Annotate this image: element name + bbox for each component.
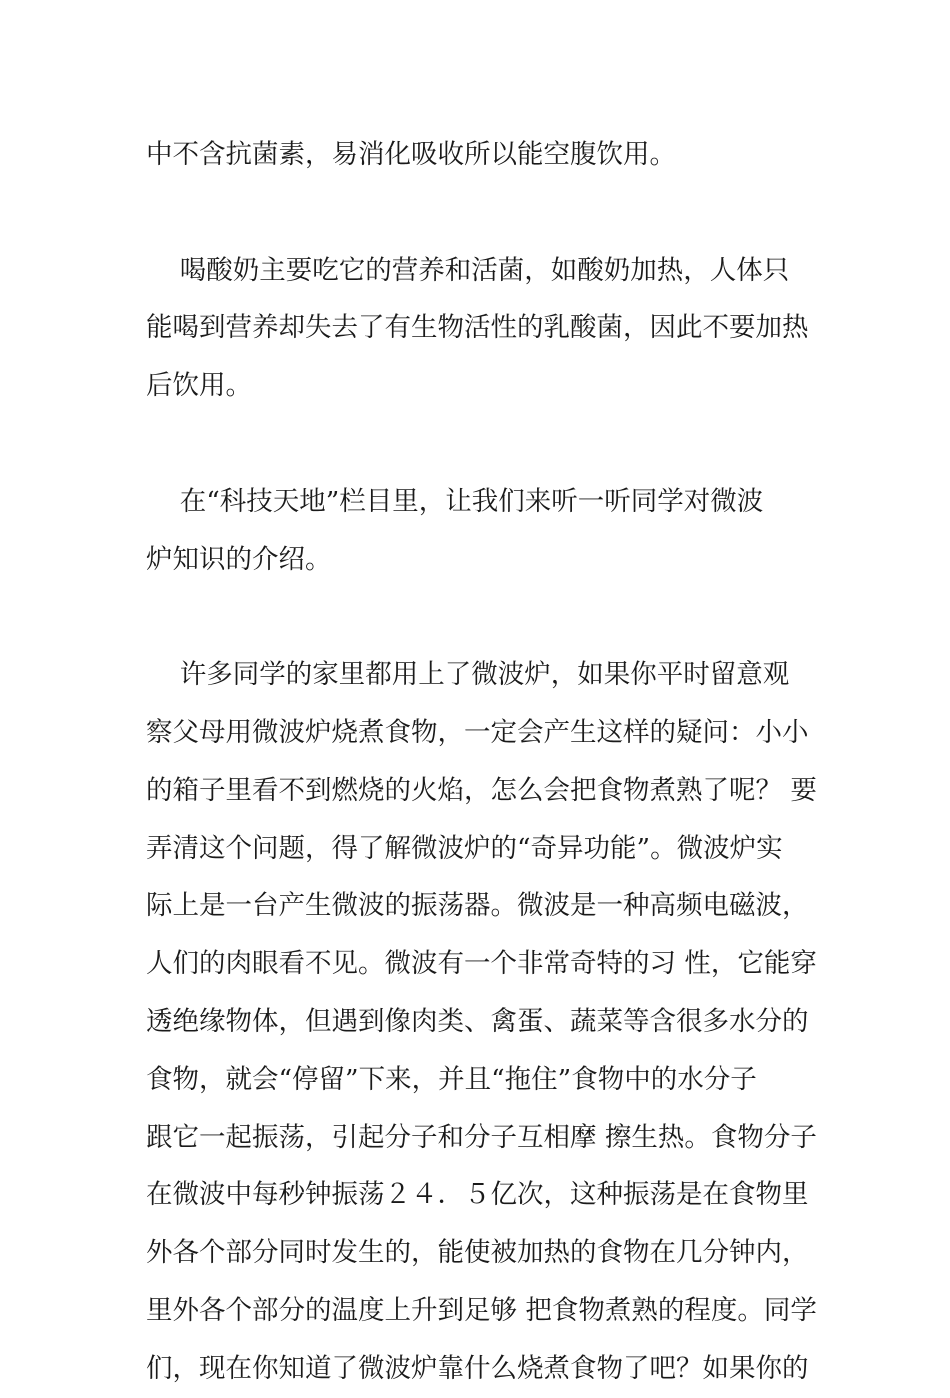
text-line: 的箱子里看不到燃烧的火焰，怎么会把食物煮熟了呢？ 要 — [146, 774, 817, 806]
blank-line — [146, 415, 826, 473]
text-line: 际上是一台产生微波的振荡器。微波是一种高频电磁波， — [146, 890, 809, 922]
blank-line — [146, 184, 826, 242]
text-line: 在“科技天地”栏目里，让我们来听一听同学对微波 — [146, 485, 764, 517]
text-line: 许多同学的家里都用上了微波炉，如果你平时留意观 — [146, 659, 790, 691]
text-line: 在微波中每秒钟振荡２４．５亿次，这种振荡是在食物里 — [146, 1179, 809, 1211]
text-line: 外各个部分同时发生的，能使被加热的食物在几分钟内， — [146, 1237, 809, 1269]
text-line: 人们的肉眼看不见。微波有一个非常奇特的习 性，它能穿 — [146, 948, 817, 980]
text-line: 们，现在你知道了微波炉靠什么烧煮食物了吧？如果你的 — [146, 1352, 809, 1384]
text-line: 后饮用。 — [146, 370, 252, 402]
text-line: 喝酸奶主要吃它的营养和活菌，如酸奶加热，人体只 — [146, 254, 790, 286]
text-line: 透绝缘物体，但遇到像肉类、禽蛋、蔬菜等含很多水分的 — [146, 1005, 809, 1037]
text-line: 中不含抗菌素，易消化吸收所以能空腹饮用。 — [146, 139, 676, 170]
text-line: 察父母用微波炉烧煮食物，一定会产生这样的疑问：小小 — [146, 716, 809, 748]
text-line: 能喝到营养却失去了有生物活性的乳酸菌，因此不要加热 — [146, 312, 809, 344]
document-body — [146, 126, 826, 1398]
text-line: 食物，就会“停留”下来，并且“拖住”食物中的水分子 — [146, 1063, 757, 1095]
text-line: 里外各个部分的温度上升到足够 把食物煮熟的程度。同学 — [146, 1294, 817, 1326]
text-line: 跟它一起振荡，引起分子和分子互相摩 擦生热。食物分子 — [146, 1121, 817, 1153]
text-line: 弄清这个问题，得了解微波炉的“奇异功能”。微波炉实 — [146, 832, 783, 864]
blank-line — [146, 588, 826, 646]
text-line: 炉知识的介绍。 — [146, 543, 332, 575]
